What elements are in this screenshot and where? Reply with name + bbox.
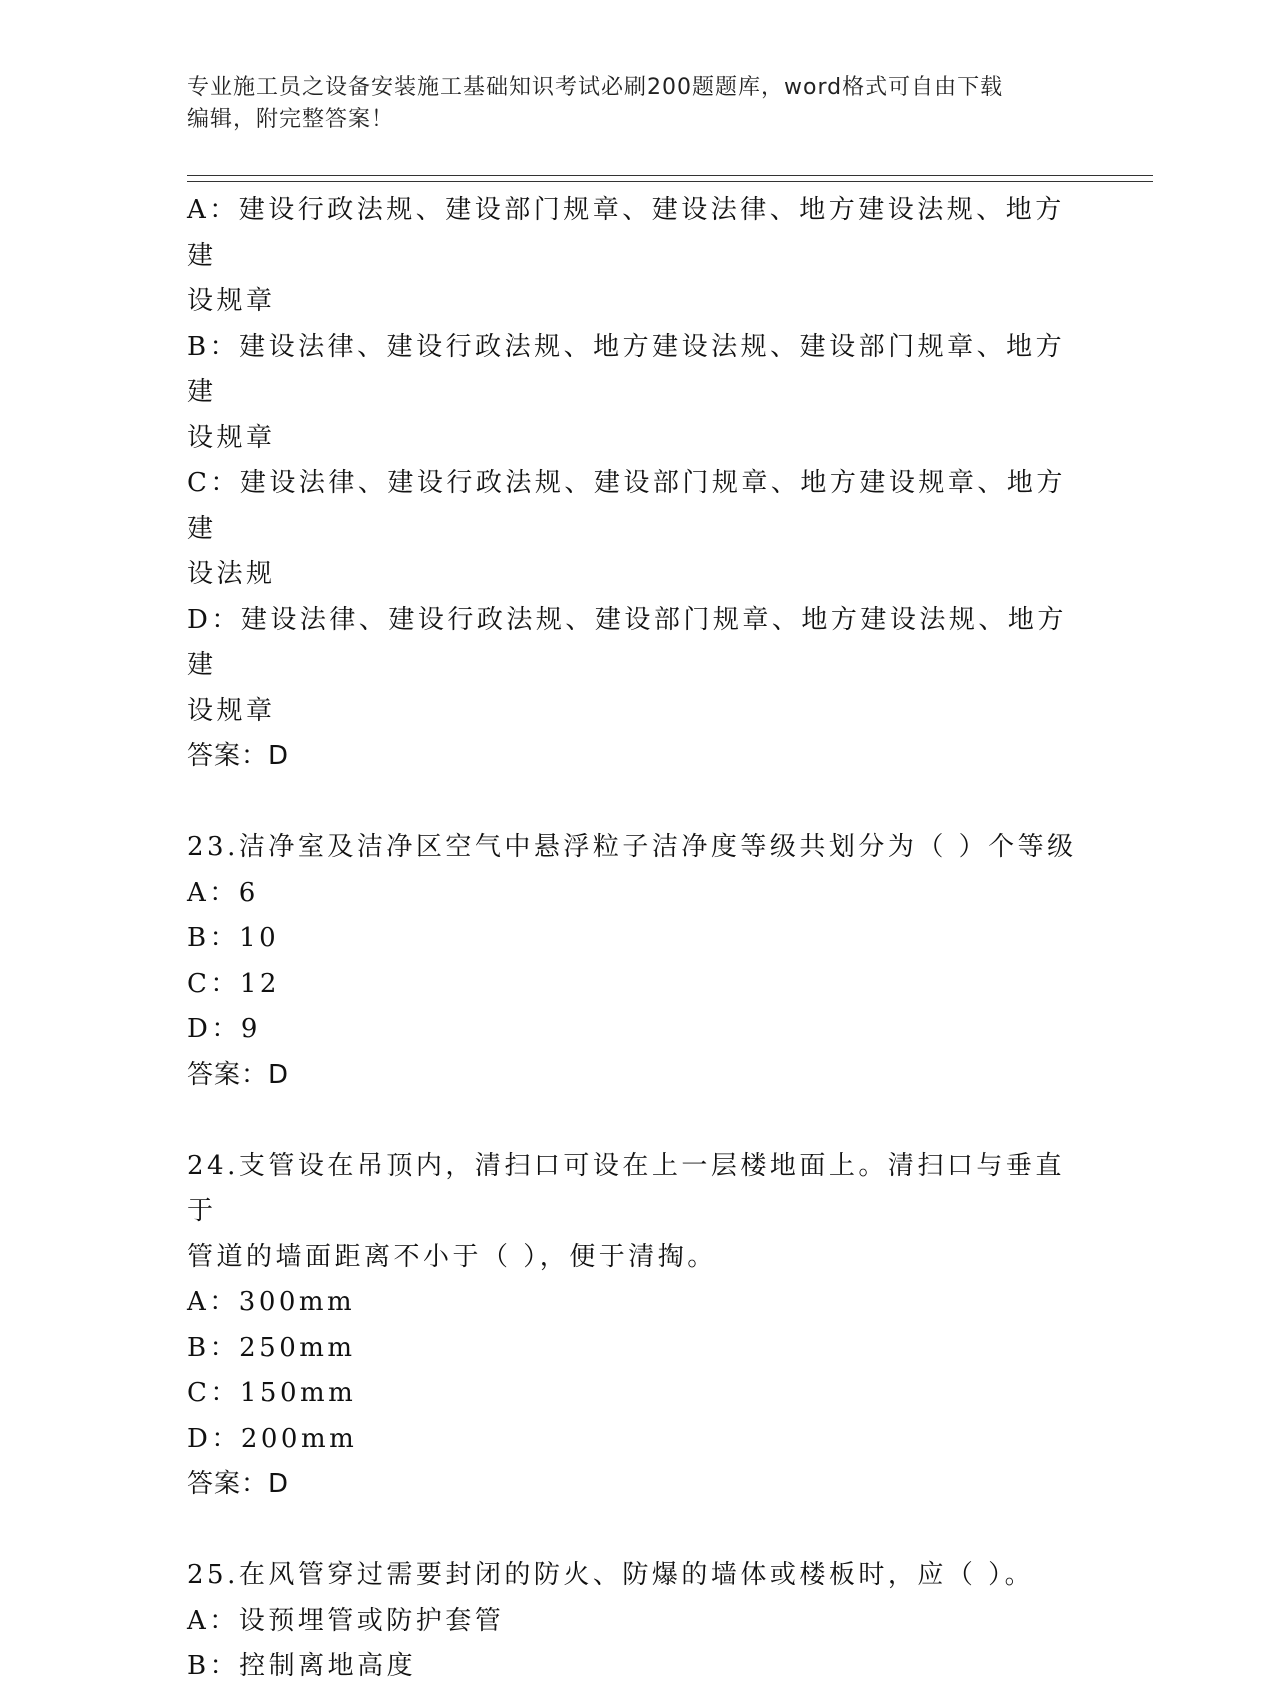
option-text: 设规章 (187, 695, 276, 726)
question-23-option-d: D：9 (187, 1014, 261, 1044)
question-22-option-a (187, 188, 1087, 325)
question-25-text: 25.在风管穿过需要封闭的防火、防爆的墙体或楼板时，应（ ）。 (187, 1560, 1035, 1590)
question-25-block (187, 1553, 1087, 1690)
question-23-option-b: B：10 (187, 923, 280, 953)
question-24-text-line-2: 管道的墙面距离不小于（ ），便于清掏。 (187, 1241, 717, 1272)
header-divider-top (187, 175, 1153, 176)
spacer (187, 1098, 1087, 1144)
question-22-option-c (187, 461, 1087, 598)
option-text: 设规章 (187, 422, 276, 453)
question-22-option-d (187, 598, 1087, 735)
option-text: B：建设法律、建设行政法规、地方建设法规、建设部门规章、地方建 (187, 331, 1066, 407)
header-divider-bottom (187, 181, 1153, 182)
header-title-line-2: 编辑，附完整答案！ (187, 107, 395, 132)
question-23-block (187, 825, 1087, 1098)
question-23-text: 23.洁净室及洁净区空气中悬浮粒子洁净度等级共划分为（ ）个等级 (187, 832, 1077, 862)
option-text: C：建设法律、建设行政法规、建设部门规章、地方建设规章、地方建 (187, 468, 1066, 544)
spacer (187, 1508, 1087, 1554)
question-24-block (187, 1144, 1087, 1508)
option-text: A：建设行政法规、建设部门规章、建设法律、地方建设法规、地方建 (187, 195, 1065, 271)
option-text: 设法规 (187, 559, 276, 589)
question-23-answer: 答案：D (187, 1059, 290, 1090)
document-header (187, 72, 1087, 136)
question-22-answer: 答案：D (187, 741, 290, 771)
option-text: 设规章 (187, 286, 276, 316)
question-24-answer: 答案：D (187, 1469, 290, 1499)
question-24-option-a: A：300mm (187, 1287, 356, 1317)
question-24-option-d: D：200mm (187, 1423, 358, 1454)
header-title-line-1: 专业施工员之设备安装施工基础知识考试必刷200题题库，word格式可自由下载 (187, 75, 1004, 100)
option-text: D：建设法律、建设行政法规、建设部门规章、地方建设法规、地方建 (187, 604, 1067, 680)
question-content (187, 188, 1087, 1690)
question-24-text-line-1: 24.支管设在吊顶内，清扫口可设在上一层楼地面上。清扫口与垂直于 (187, 1150, 1065, 1226)
question-25-option-b: B：控制离地高度 (187, 1651, 417, 1681)
question-23-option-c: C：12 (187, 968, 280, 999)
question-22-block (187, 188, 1087, 780)
question-23-option-a: A：6 (187, 877, 259, 908)
question-24-option-b: B：250mm (187, 1332, 356, 1363)
spacer (187, 780, 1087, 826)
question-22-option-b (187, 325, 1087, 462)
question-24-option-c: C：150mm (187, 1378, 357, 1408)
question-25-option-a: A：设预埋管或防护套管 (187, 1605, 505, 1636)
